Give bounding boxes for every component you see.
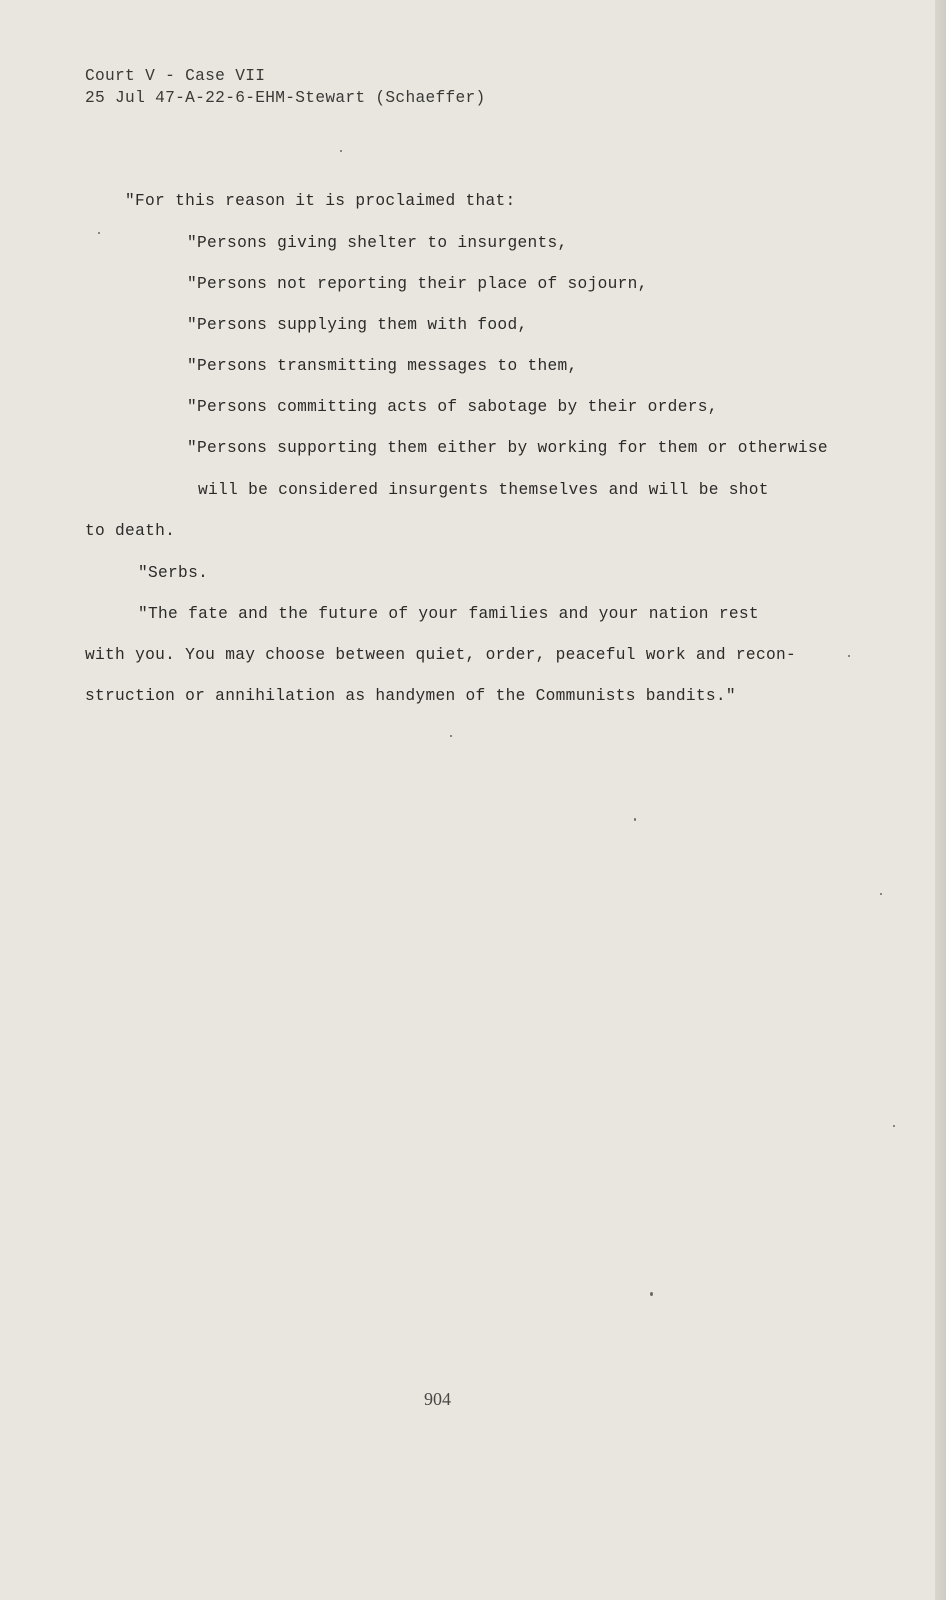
consequence-line: to death. <box>85 522 176 540</box>
proclamation-item: "Persons giving shelter to insurgents, <box>187 234 568 252</box>
salutation: "Serbs. <box>138 564 209 582</box>
proclamation-intro: "For this reason it is proclaimed that: <box>125 192 516 210</box>
paper-speck <box>340 150 342 152</box>
paper-speck <box>634 818 636 821</box>
page-edge <box>935 0 946 1600</box>
paper-speck <box>650 1292 653 1296</box>
closing-line: "The fate and the future of your families and your nation rest <box>138 605 759 623</box>
paper-speck <box>450 735 452 737</box>
proclamation-item: "Persons not reporting their place of sojourn, <box>187 275 648 293</box>
header-reference: 25 Jul 47-A-22-6-EHM-Stewart (Schaeffer) <box>85 89 486 107</box>
proclamation-item: "Persons supplying them with food, <box>187 316 528 334</box>
proclamation-item: "Persons supporting them either by working for them or otherwise <box>187 439 828 457</box>
header-court-case: Court V - Case VII <box>85 67 266 85</box>
consequence-line: will be considered insurgents themselves and will be shot <box>198 481 769 499</box>
page-number: 904 <box>424 1389 451 1409</box>
paper-speck <box>98 232 100 234</box>
paper-speck <box>880 893 882 895</box>
closing-line: struction or annihilation as handymen of the Communists bandits." <box>85 687 736 705</box>
paper-speck <box>893 1125 895 1127</box>
proclamation-item: "Persons transmitting messages to them, <box>187 357 578 375</box>
proclamation-item: "Persons committing acts of sabotage by their orders, <box>187 398 718 416</box>
closing-line: with you. You may choose between quiet, order, peaceful work and recon- <box>85 646 796 664</box>
paper-speck <box>848 655 850 657</box>
